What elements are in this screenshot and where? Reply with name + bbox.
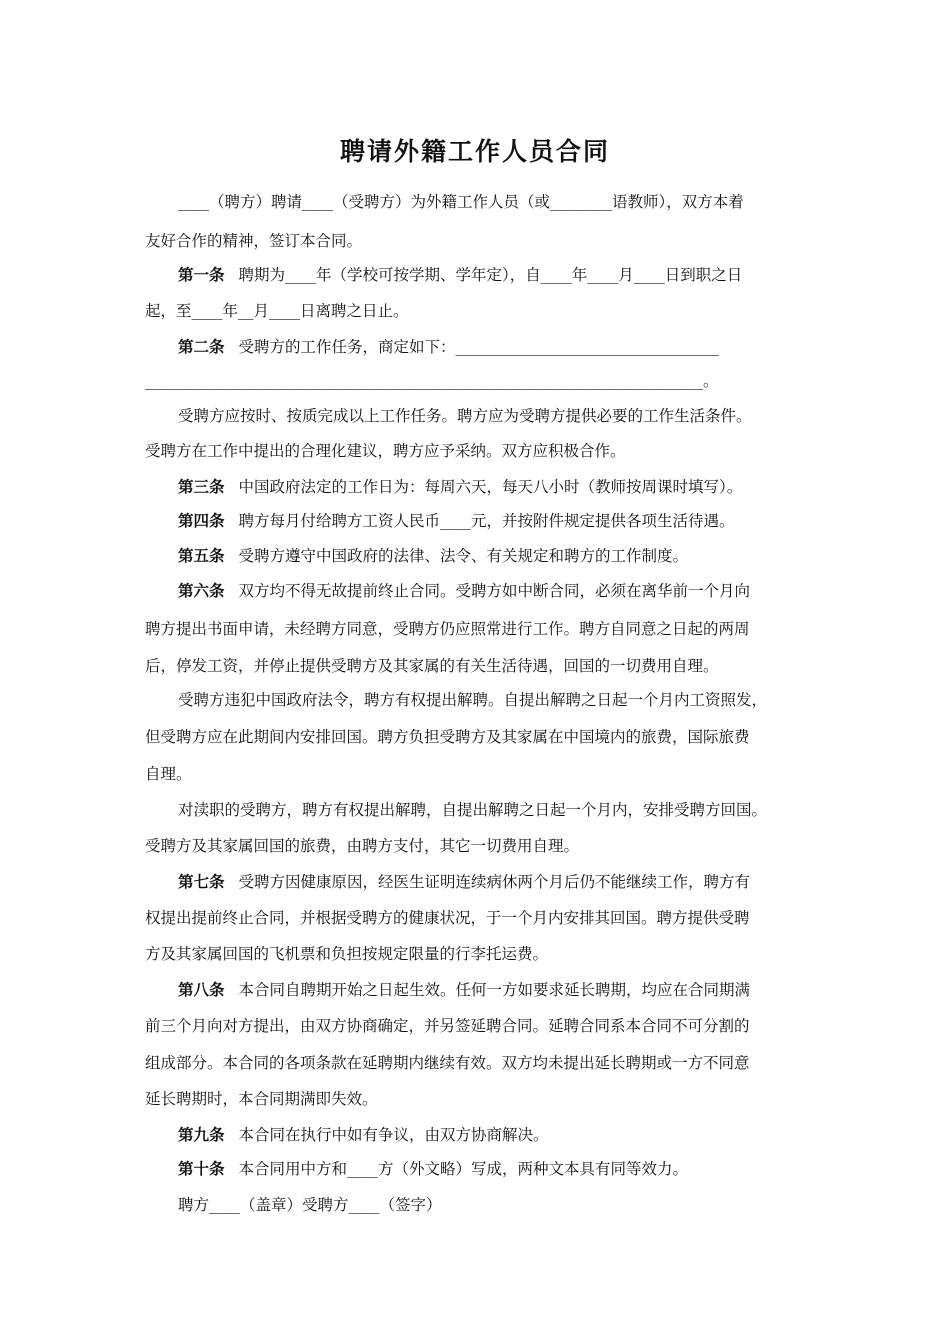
text-line <box>145 726 815 748</box>
text-line <box>145 440 815 462</box>
signature-line <box>178 1194 815 1216</box>
text-line <box>178 979 815 1001</box>
article-label: 第六条 <box>178 581 225 600</box>
text-line <box>178 871 815 893</box>
text-line <box>145 1052 815 1074</box>
line-text: 聘方提出书面申请，未经聘方同意，受聘方仍应照常进行工作。聘方自同意之日起的两周 <box>145 620 750 638</box>
line-text: 聘方____（盖章）受聘方____（签字） <box>178 1196 442 1214</box>
line-text: 组成部分。本合同的各项条款在延聘期内继续有效。双方均未提出延长聘期或一方不同意 <box>145 1054 750 1072</box>
article-label: 第四条 <box>178 511 225 530</box>
line-text: 权提出提前终止合同，并根据受聘方的健康状况，于一个月内安排其回国。聘方提供受聘 <box>145 909 750 927</box>
text-line <box>178 510 815 532</box>
line-text: 聘期为____年（学校可按学期、学年定），自____年____月____日到职之日 <box>238 266 743 284</box>
text-line <box>145 1015 815 1037</box>
text-line <box>178 264 815 286</box>
line-text: 受聘方的工作任务，商定如下：__________________________________ <box>238 338 720 356</box>
article-label: 第五条 <box>178 546 225 565</box>
line-text: 聘方每月付给聘方工资人民币____元，并按附件规定提供各项生活待遇。 <box>238 512 735 530</box>
line-text: 自理。 <box>145 765 192 783</box>
text-line <box>178 191 815 213</box>
line-text: ____（聘方）聘请____（受聘方）为外籍工作人员（或________语教师），双方本着 <box>178 193 744 211</box>
page-title: 聘请外籍工作人员合同 <box>339 137 610 166</box>
line-text: 本合同自聘期开始之日起生效。任何一方如要求延长聘期，均应在合同期满 <box>238 981 751 999</box>
text-line <box>178 476 815 498</box>
line-text: 中国政府法定的工作日为：每周六天，每天八小时（教师按周课时填写）。 <box>238 478 743 496</box>
line-text: 延长聘期时，本合同期满即失效。 <box>145 1090 378 1108</box>
line-text: 受聘方因健康原因，经医生证明连续病休两个月后仍不能继续工作，聘方有 <box>238 873 751 891</box>
text-line <box>145 1088 815 1110</box>
line-text: 本合同用中方和____方（外文略）写成，两种文本具有同等效力。 <box>238 1160 689 1178</box>
text-line <box>178 799 815 821</box>
line-text: 双方均不得无故提前终止合同。受聘方如中断合同，必须在离华前一个月向 <box>238 582 751 600</box>
line-text: ________________________________________________________________________。 <box>145 372 719 390</box>
text-line <box>145 618 815 640</box>
line-text: 受聘方及其家属回国的旅费，由聘方支付，其它一切费用自理。 <box>145 837 580 855</box>
text-line <box>178 580 815 602</box>
article-label: 第七条 <box>178 872 225 891</box>
line-text: 对渎职的受聘方，聘方有权提出解聘，自提出解聘之日起一个月内，安排受聘方回国。 <box>178 801 768 819</box>
text-line <box>178 336 815 358</box>
text-line <box>145 300 815 322</box>
line-text: 受聘方违犯中国政府法令，聘方有权提出解聘。自提出解聘之日起一个月内工资照发， <box>178 691 768 709</box>
line-text: 后，停发工资，并停止提供受聘方及其家属的有关生活待遇，回国的一切费用自理。 <box>145 657 719 675</box>
text-line <box>178 1124 815 1146</box>
line-text: 前三个月向对方提出，由双方协商确定，并另签延聘合同。延聘合同系本合同不可分割的 <box>145 1017 750 1035</box>
text-line <box>178 405 815 427</box>
text-line <box>178 689 815 711</box>
text-line <box>145 907 815 929</box>
text-line <box>145 655 815 677</box>
text-line <box>178 545 815 567</box>
article-label: 第二条 <box>178 337 225 356</box>
line-text: 受聘方遵守中国政府的法律、法令、有关规定和聘方的工作制度。 <box>238 547 689 565</box>
line-text: 但受聘方应在此期间内安排回国。聘方负担受聘方及其家属在中国境内的旅费，国际旅费 <box>145 728 750 746</box>
article-label: 第九条 <box>178 1125 225 1144</box>
article-label: 第十条 <box>178 1159 225 1178</box>
text-line <box>145 943 815 965</box>
text-line <box>178 1158 815 1180</box>
line-text: 起，至____年__月____日离聘之日止。 <box>145 302 409 320</box>
text-line <box>145 230 815 252</box>
line-text: 方及其家属回国的飞机票和负担按规定限量的行李托运费。 <box>145 945 549 963</box>
line-text: 受聘方在工作中提出的合理化建议，聘方应予采纳。双方应积极合作。 <box>145 442 626 460</box>
article-label: 第三条 <box>178 477 225 496</box>
text-line <box>145 835 815 857</box>
article-label: 第八条 <box>178 980 225 999</box>
line-text: 受聘方应按时、按质完成以上工作任务。聘方应为受聘方提供必要的工作生活条件。 <box>178 407 752 425</box>
line-text: 本合同在执行中如有争议，由双方协商解决。 <box>238 1126 549 1144</box>
text-line <box>145 763 815 785</box>
article-label: 第一条 <box>178 265 225 284</box>
line-text: 友好合作的精神，签订本合同。 <box>145 232 363 250</box>
text-line <box>145 370 815 392</box>
